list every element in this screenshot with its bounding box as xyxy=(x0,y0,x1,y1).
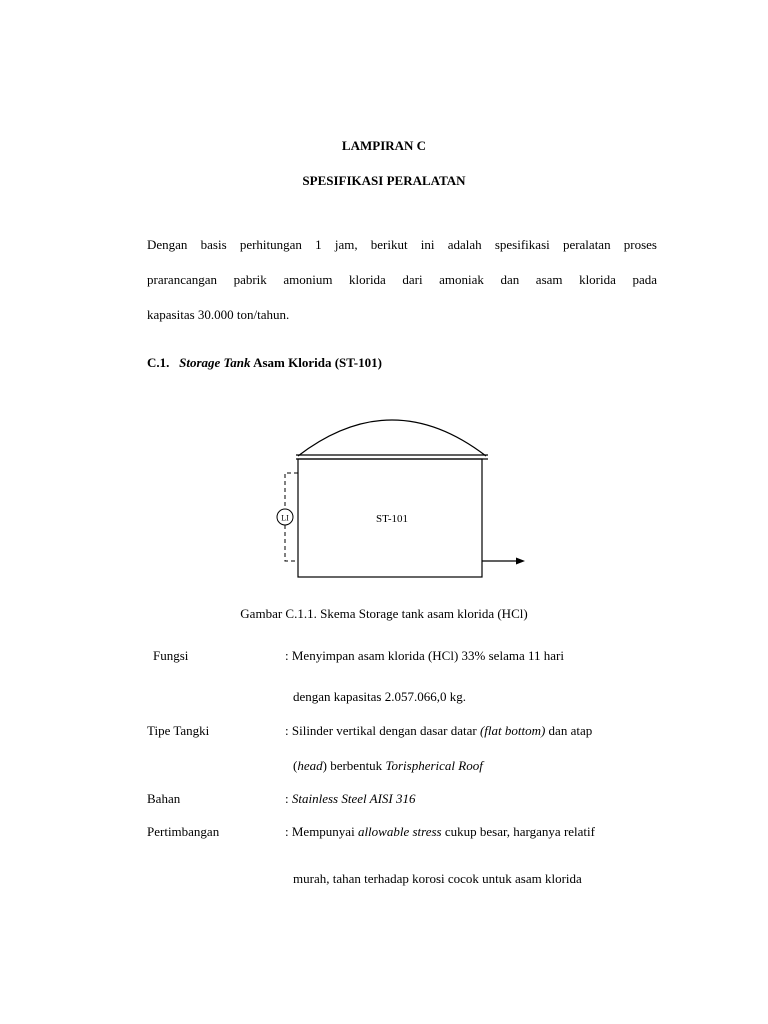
tipe-tangki-value-line-2 xyxy=(293,758,483,774)
bahan-colon: : xyxy=(285,791,292,806)
figure-caption: Gambar C.1.1. Skema Storage tank asam klorida (HCl) xyxy=(240,606,528,621)
level-line-lower xyxy=(285,525,298,561)
fungsi-value-line-1: : Menyimpan asam klorida (HCl) 33% selama 11 hari xyxy=(285,648,564,663)
pertimbangan-text-a: : Mempunyai xyxy=(285,824,358,839)
appendix-title: LAMPIRAN C xyxy=(341,138,427,153)
bahan-material: Stainless Steel AISI 316 xyxy=(291,791,416,806)
section-title-italic: Storage Tank xyxy=(179,355,251,370)
tipe-text-flat-bottom: (flat bottom) xyxy=(479,723,546,738)
tank-label: ST-101 xyxy=(376,513,408,525)
fungsi-value-line-2: dengan kapasitas 2.057.066,0 kg. xyxy=(293,689,466,704)
bahan-value xyxy=(285,791,415,807)
storage-tank-diagram xyxy=(260,410,540,590)
tipe-text-berbentuk: ) berbentuk xyxy=(322,758,386,773)
tipe-text-head: head xyxy=(297,758,323,773)
bahan-label: Bahan xyxy=(147,791,181,806)
tipe-tangki-value-line-1 xyxy=(285,723,592,739)
tipe-text-torispherical: Torispherical Roof xyxy=(385,758,483,773)
level-indicator-label: LI xyxy=(281,513,289,523)
section-number: C.1. xyxy=(147,355,170,370)
intro-line-3: kapasitas 30.000 ton/tahun. xyxy=(147,307,290,322)
appendix-subtitle: SPESIFIKASI PERALATAN xyxy=(302,173,466,188)
pertimbangan-text-allowable-stress: allowable stress xyxy=(357,824,442,839)
outlet-arrow-icon xyxy=(516,558,525,565)
tipe-text-c: dan atap xyxy=(545,723,593,738)
fungsi-label: Fungsi xyxy=(153,648,189,663)
pertimbangan-text-c: cukup besar, harganya relatif xyxy=(441,824,595,839)
pertimbangan-value-line-2: murah, tahan terhadap korosi cocok untuk asam klorida xyxy=(293,871,582,886)
pertimbangan-label: Pertimbangan xyxy=(147,824,220,839)
intro-line-2: prarancangan pabrik amonium klorida dari amoniak dan asam klorida pada xyxy=(147,272,657,287)
section-title-rest: Asam Klorida (ST-101) xyxy=(253,355,382,370)
tipe-tangki-label: Tipe Tangki xyxy=(147,723,210,738)
intro-line-1: Dengan basis perhitungan 1 jam, berikut ini adalah spesifikasi peralatan proses xyxy=(147,237,657,252)
tipe-text-open-paren: ( xyxy=(293,758,298,773)
tank-roof xyxy=(298,420,486,456)
level-line-upper xyxy=(285,473,298,509)
tipe-text-a: : Silinder vertikal dengan dasar datar xyxy=(285,723,480,738)
pertimbangan-value-line-1 xyxy=(285,824,595,840)
section-title xyxy=(147,355,382,371)
